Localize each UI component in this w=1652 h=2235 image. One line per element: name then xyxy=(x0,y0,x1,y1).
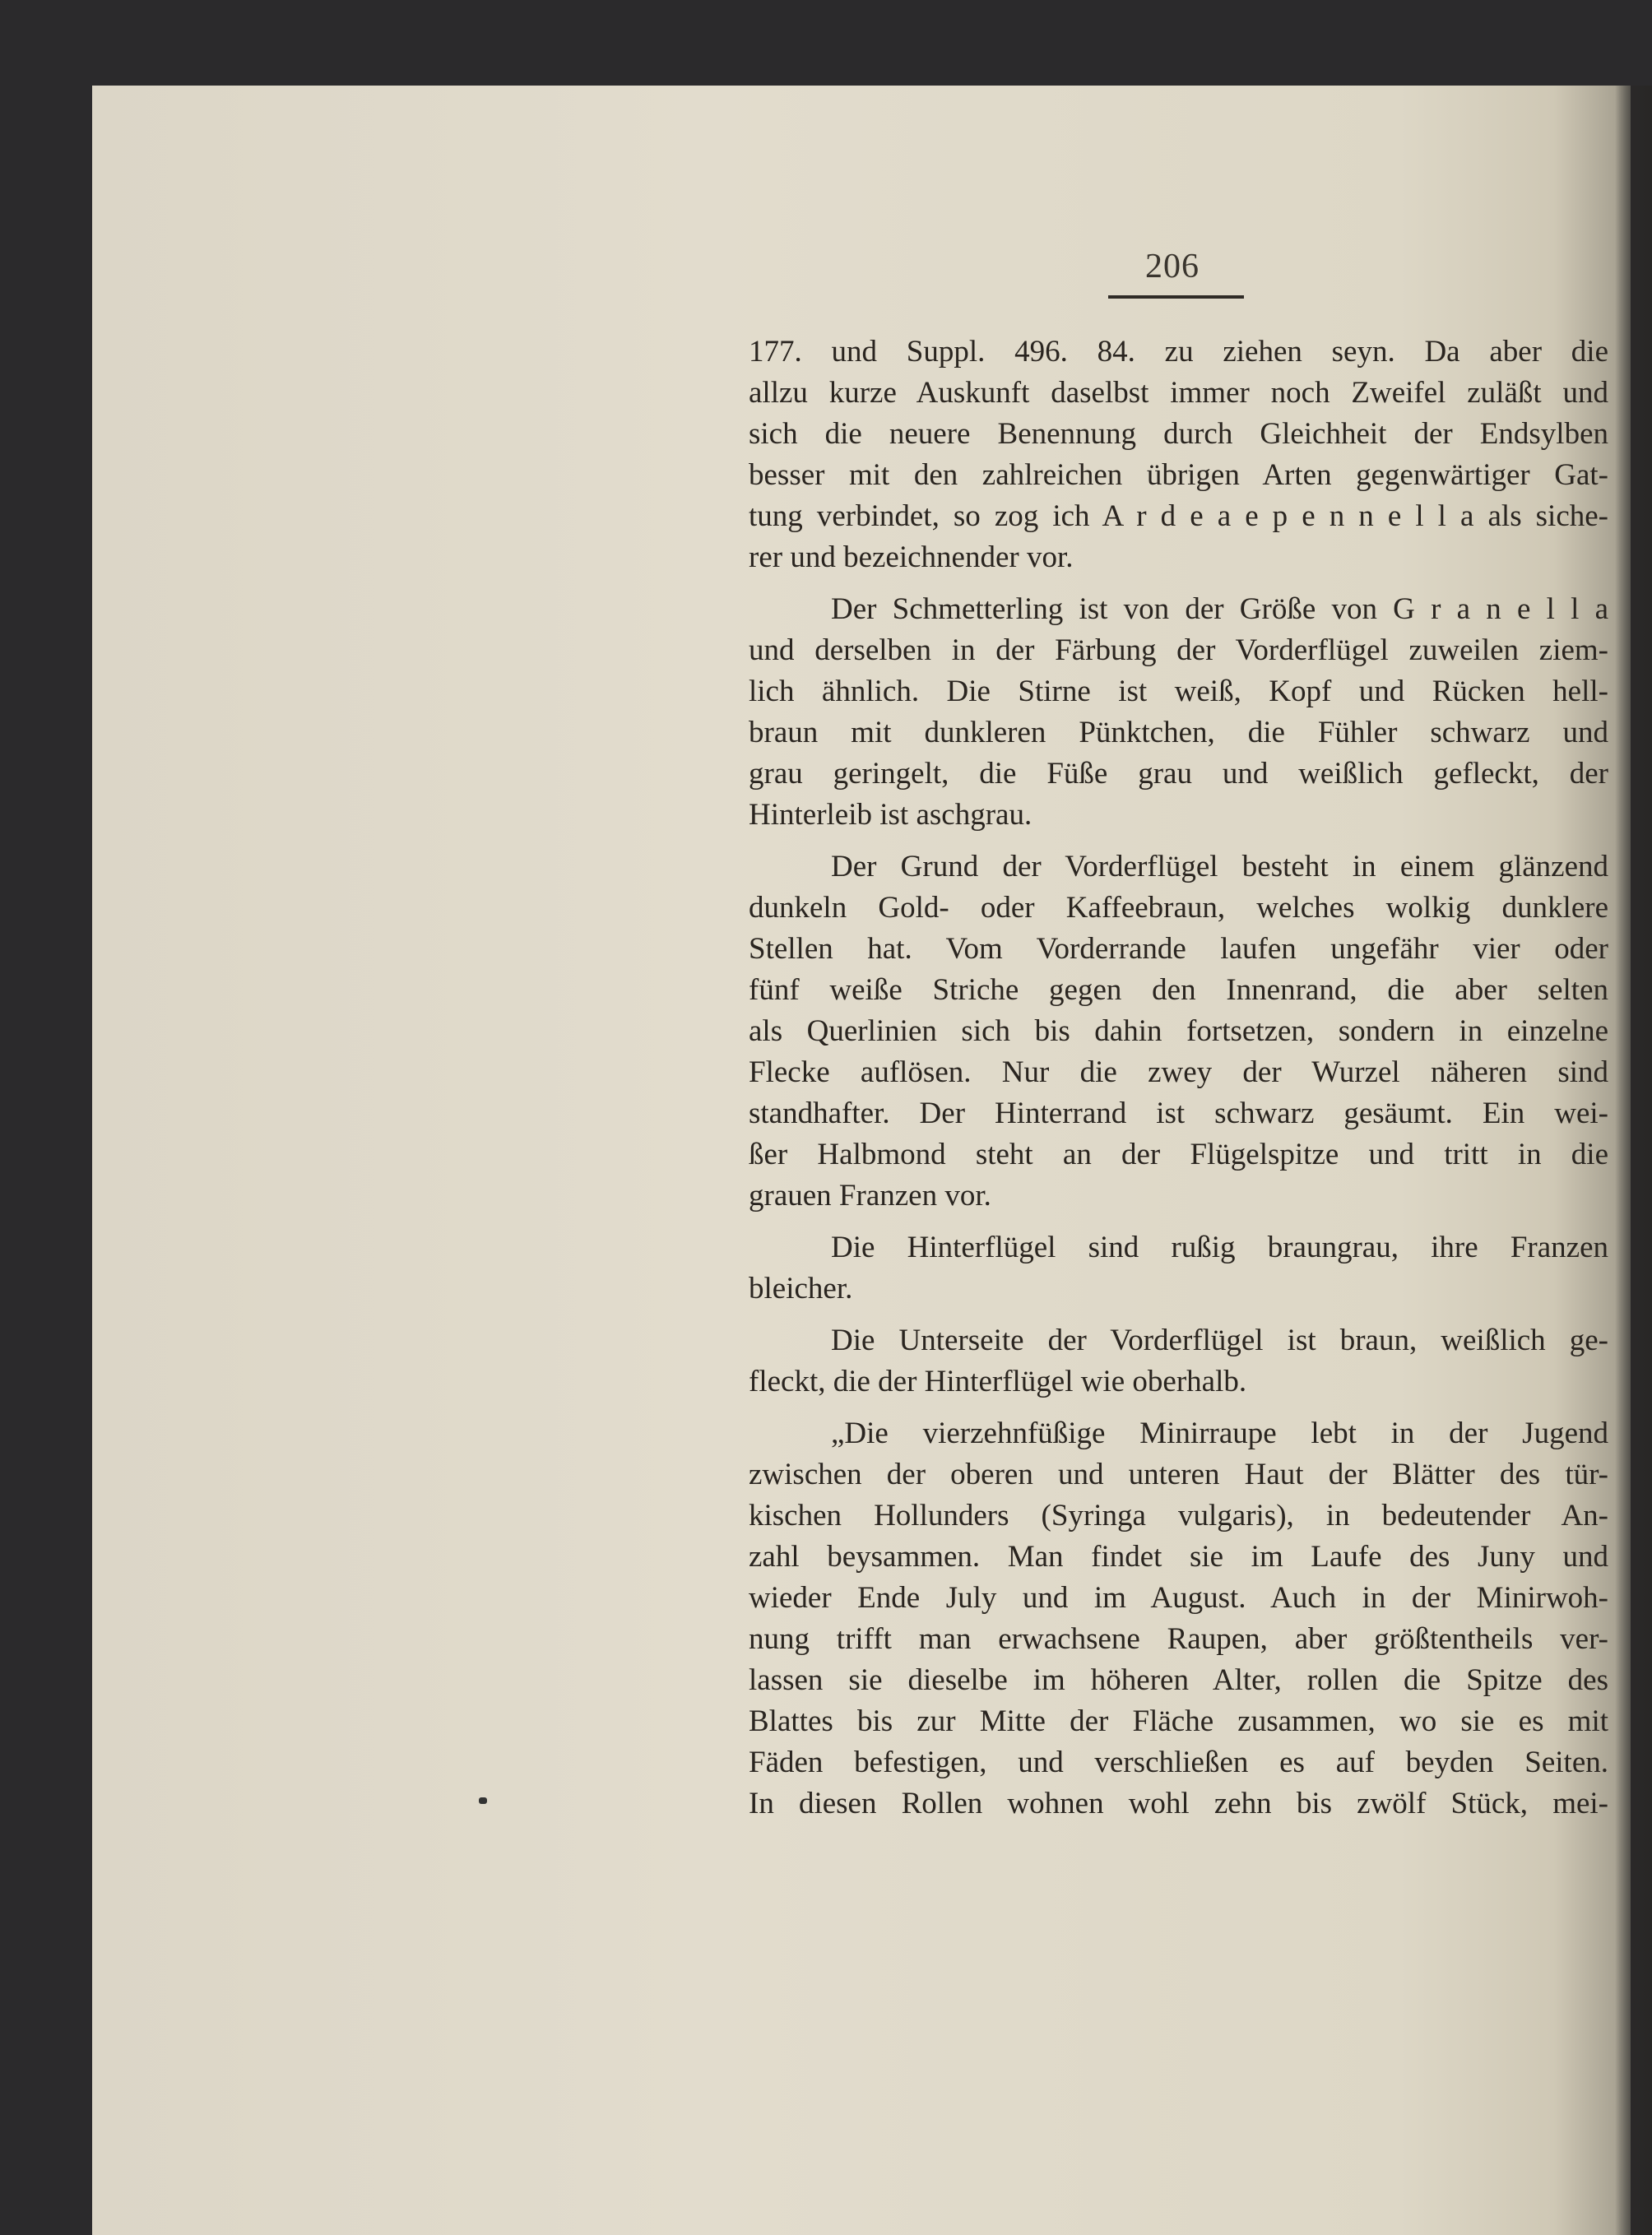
text-line: Der Schmetterling ist von der Größe von G r a n e l l a xyxy=(831,592,1608,626)
text-line: standhafter. Der Hinterrand ist schwarz gesäumt. Ein wei- xyxy=(749,1097,1608,1130)
text-line: zahl beysammen. Man findet sie im Laufe des Juny und xyxy=(749,1540,1608,1574)
body-text xyxy=(749,332,1608,1835)
text-line: „Die vierzehnfüßige Minirraupe lebt in der Jugend xyxy=(831,1417,1608,1450)
text-line: nung trifft man erwachsene Raupen, aber größtentheils ver- xyxy=(749,1622,1608,1656)
text-line: Die Hinterflügel sind rußig braungrau, ihre Franzen xyxy=(831,1231,1608,1264)
text-line: und derselben in der Färbung der Vorderflügel zuweilen ziem- xyxy=(749,633,1608,667)
text-line: fleckt, die der Hinterflügel wie oberhalb. xyxy=(749,1365,1247,1398)
text-line: Blattes bis zur Mitte der Fläche zusammen, wo sie es mit xyxy=(749,1704,1608,1738)
paragraph xyxy=(749,589,1608,836)
text-line: allzu kurze Auskunft daselbst immer noch Zweifel zuläßt und xyxy=(749,376,1608,410)
text-line: Hinterleib ist aschgrau. xyxy=(749,798,1032,832)
paragraph xyxy=(749,846,1608,1217)
text-line: In diesen Rollen wohnen wohl zehn bis zwölf Stück, mei- xyxy=(749,1787,1608,1820)
text-line: besser mit den zahlreichen übrigen Arten gegenwärtiger Gat- xyxy=(749,458,1608,492)
paragraph xyxy=(749,1320,1608,1403)
text-line: Die Unterseite der Vorderflügel ist braun, weißlich ge- xyxy=(831,1324,1608,1357)
header-rule xyxy=(1108,295,1244,299)
page-gutter-shadow xyxy=(1615,86,1652,2235)
text-line: Der Grund der Vorderflügel besteht in einem glänzend xyxy=(831,850,1608,883)
text-line: wieder Ende July und im August. Auch in der Minirwoh- xyxy=(749,1581,1608,1615)
text-line: grauen Franzen vor. xyxy=(749,1179,991,1213)
ink-spot xyxy=(479,1797,487,1804)
text-line: braun mit dunkleren Pünktchen, die Fühler schwarz und xyxy=(749,716,1608,749)
text-line: lassen sie dieselbe im höheren Alter, rollen die Spitze des xyxy=(749,1663,1608,1697)
text-line: dunkeln Gold- oder Kaffeebraun, welches wolkig dunklere xyxy=(749,891,1608,925)
paragraph xyxy=(749,1227,1608,1310)
text-line: 177. und Suppl. 496. 84. zu ziehen seyn. Da aber die xyxy=(749,335,1608,369)
text-line: bleicher. xyxy=(749,1272,853,1305)
text-line: ßer Halbmond steht an der Flügelspitze und tritt in die xyxy=(749,1138,1608,1171)
text-line: als Querlinien sich bis dahin fortsetzen, sondern in einzelne xyxy=(749,1014,1608,1048)
text-line: Fäden befestigen, und verschließen es auf beyden Seiten. xyxy=(749,1746,1608,1779)
text-line: lich ähnlich. Die Stirne ist weiß, Kopf und Rücken hell- xyxy=(749,675,1608,708)
paragraph xyxy=(749,332,1608,578)
text-line: rer und bezeichnender vor. xyxy=(749,540,1074,574)
text-line: zwischen der oberen und unteren Haut der Blätter des tür- xyxy=(749,1458,1608,1491)
text-line: grau geringelt, die Füße grau und weißlich gefleckt, der xyxy=(749,757,1608,791)
text-line: fünf weiße Striche gegen den Innenrand, die aber selten xyxy=(749,973,1608,1007)
text-line: sich die neuere Benennung durch Gleichheit der Endsylben xyxy=(749,417,1608,451)
text-line: kischen Hollunders (Syringa vulgaris), in bedeutender An- xyxy=(749,1499,1608,1533)
text-line: Stellen hat. Vom Vorderrande laufen ungefähr vier oder xyxy=(749,932,1608,966)
paragraph xyxy=(749,1413,1608,1825)
page-number: 206 xyxy=(1145,248,1200,285)
text-line: Flecke auflösen. Nur die zwey der Wurzel näheren sind xyxy=(749,1055,1608,1089)
text-line: tung verbindet, so zog ich A r d e a e p e n n e l l a als siche- xyxy=(749,499,1608,533)
